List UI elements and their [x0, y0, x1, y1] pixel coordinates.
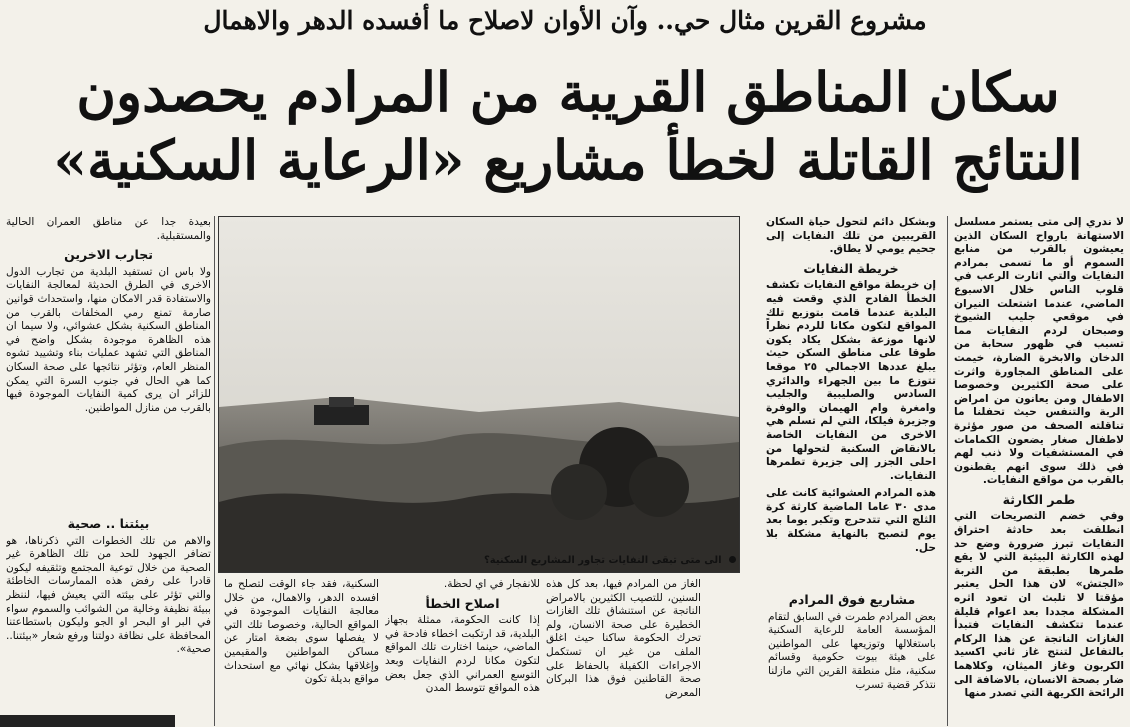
kicker-headline: مشروع القرين مثال حي.. وآن الأوان لاصلاح ما أفسده الدهر والاهمال — [203, 6, 927, 35]
column-divider — [214, 216, 215, 726]
paragraph: السكنية، فقد جاء الوقت لتصلح ما افسده الدهر، والاهمال، من خلال معالجة النفايات الموجودة في المواقع الحالية، وخصوصا تلك التي لا يفصلها سوى بضعة امتار عن مساكن المواطنين والمقيمين وإغلاقها بشكل نهائي مع استحداث مواقع بديلة تكون — [224, 578, 379, 686]
article-column-1 — [954, 216, 1124, 726]
subheading: مشاريع فوق المرادم — [788, 592, 916, 607]
article-column-2-bottom — [768, 588, 936, 727]
main-headline-line-2: النتائج القاتلة لخطأ مشاريع «الرعاية السكنية» — [53, 128, 1083, 192]
paragraph: بعض المرادم طمرت في السابق لتقام المؤسسة العامة للرعاية السكنية باستغلالها وتوزيعها على المواطنين على هيئة بيوت حكومية وقسائم سكنية، مثل منطقة القرين التي مازلنا نتذكر قضية تسرب — [768, 610, 936, 691]
paragraph: للانفجار في اي لحظة. — [443, 578, 540, 590]
paragraph: الغاز من المرادم فيها، بعد كل هذه السنين، للتصيب الكثيرين بالامراض الناتجة عن استنشاق تلك الغازات الخطيرة على صحة الانسان، ولم تحرك الحكومة ساكنا حيث اغلق الملف من غير ان تستكمل الاجراءات الكفيلة بالحفاظ على صحة القاطنين فوق هذا البركان المعرض — [546, 578, 701, 699]
subheading: خريطة النفايات — [803, 260, 899, 276]
article-column-4 — [385, 578, 540, 727]
main-headline-line-1: سكان المناطق القريبة من المرادم يحصدون — [76, 60, 1060, 124]
photo-caption-text: الى متى تبقى النفايات تجاور المشاريع السكنية؟ — [483, 555, 722, 566]
article-column-5 — [546, 578, 701, 727]
column-divider — [947, 216, 948, 726]
paragraph: إذا كانت الحكومة، ممثلة بجهاز البلدية، قد ارتكبت اخطاء فادحة في الماضي، حينما اختارت تلك المواقع لتكون مكانا لردم النفايات وبعد التوسع العمراني الذي جعل بعض هذه المواقع تتوسط المدن — [385, 614, 540, 695]
article-photo — [218, 216, 740, 573]
paragraph: وبشكل دائم لتحول حياة السكان القريبين من تلك النفايات إلى جحيم يومي لا يطاق. — [766, 216, 936, 256]
article-column-2 — [766, 216, 936, 591]
subheading: طمر الكارثة — [1002, 491, 1076, 507]
article-column-6 — [6, 216, 211, 508]
article-column-3 — [224, 578, 379, 727]
paragraph: والاهم من تلك الخطوات التي ذكرناها، هو تضافر الجهود للحد من تلك الظاهرة غير الصحية من خلال توعية المجتمع وتثقيفه ليكون قادرا على رفض هذه الممارسات الخاطئة والتي تؤثر على بيئته التي يعيش فيها، لننظر ببيئة نظيفة وخالية من الشوائب والسموم سواء في البر او البحر او الجو وليكون باستطاعتنا المحافظة على نظافة دولتنا ورفع شعار «بيئتنا.. صحية». — [6, 534, 211, 656]
paragraph: بعيدة جدا عن مناطق العمران الحالية والمستقبلية. — [6, 216, 211, 242]
paragraph: لا ندري إلى متى يستمر مسلسل الاستهانة بارواح السكان الذين يعيشون بالقرب من منابع السموم أو ما تسمى بمرادم النفايات والتي اثارت الرعب في قلوب الناس خلال الاسبوع الماضي، عندما اشتعلت النيران في موقعي جليب الشيوخ وصبحان لردم النفايات مما تسبب في ظهور سحابة من الدخان والابخرة الضارة، خيمت على المناطق المجاورة واثرت على صحة الكثيرين وخصوصا الاطفال ومن يعانون من امراض الربة والتنفس حيث تحفلنا ما تناقلته الصحف من صور مؤثرة لاطفال صغار يضعون الكمامات في المستشفيات ولا ذنب لهم في ذلك سوى انهم يقطنون بالقرب من مواقع النفايات. — [954, 216, 1124, 487]
landfill-photo-image — [219, 217, 739, 572]
photo-caption — [220, 555, 736, 566]
subheading: تجارب الاخرين — [64, 247, 153, 263]
bullet-icon — [729, 556, 736, 563]
paragraph: ولا باس ان تستفيد البلدية من تجارب الدول الاخرى في الطرق الحديثة لمعالجة النفايات والاستفادة قدر الامكان منها، واستحداث قوانين صارمة تمنع رمي المخلفات بالقرب من المناطق السكنية بشكل عشوائي، ولا سيما ان هذه الظاهرة موجودة بشكل واضح في المناطق التي تشهد عمليات بناء وتشييد تشوه المنظر العام، وتؤثر نتائجها على صحة السكان كما هي الحال في جنوب السرة التي يمكن للزائر ان يرى كمية النفايات الموجودة فيها بالقرب من منازل المواطنين. — [6, 265, 211, 414]
paragraph: هذه المرادم العشوائية كانت على مدى ٣٠ عاما الماضية كارثة كرة الثلج التي تتدحرج وتكبر يوما بعد يوم لتصبح بالنهاية مشكلة بلا حل. — [766, 487, 936, 554]
paragraph: وفي خضم التصريحات التي انطلقت بعد حادثة احتراق النفايات تبرز ضرورة وضع حد لهذه الكارثة البيئية التي لا يقع طمرها بطبقة من التربة «الجتش» لان هذا الحل يعتبر مؤقتا لا تلبث ان تعود اثره المشكلة مجددا بعد اعوام قليلة عندما تتكشف النفايات فتبدأ الغازات الناتجة عن هذا الركام بالتفاعل لتنتج غاز ثاني اكسيد الكربون وغاز الميثان، وكلاهما ضار بصحة الانسان، بالاضافة الى الرائحة الكريهة التي تصدر منها — [954, 510, 1124, 700]
subheading: بيئتنا .. صحية — [67, 516, 150, 531]
paragraph: إن خريطة مواقع النفايات تكشف الخطأ الفادح الذي وقعت فيه البلدية عندما قامت بتوزيع تلك المواقع لتكون مكانا للردم نظراً لانها موزعة بشكل يكاد يكون طوقا على مناطق السكن حيث يبلغ عددها الاجمالي ٢٥ موقعا تتوزع ما بين الجهراء والدائري السادس والصليبية والجليب وامغرة وام الهيمان والوفرة وجزيرة فيلكا، التي لم تسلم هي الاخرى من النفايات الخاصة بالانقاض السكنية لتحولها من احلى الجزر إلى جزيرة تطمرها النفايات. — [766, 279, 936, 482]
article-column-6-bottom — [6, 512, 211, 727]
subheading: اصلاح الخطأ — [425, 595, 500, 611]
page-footer-bar — [0, 715, 175, 727]
